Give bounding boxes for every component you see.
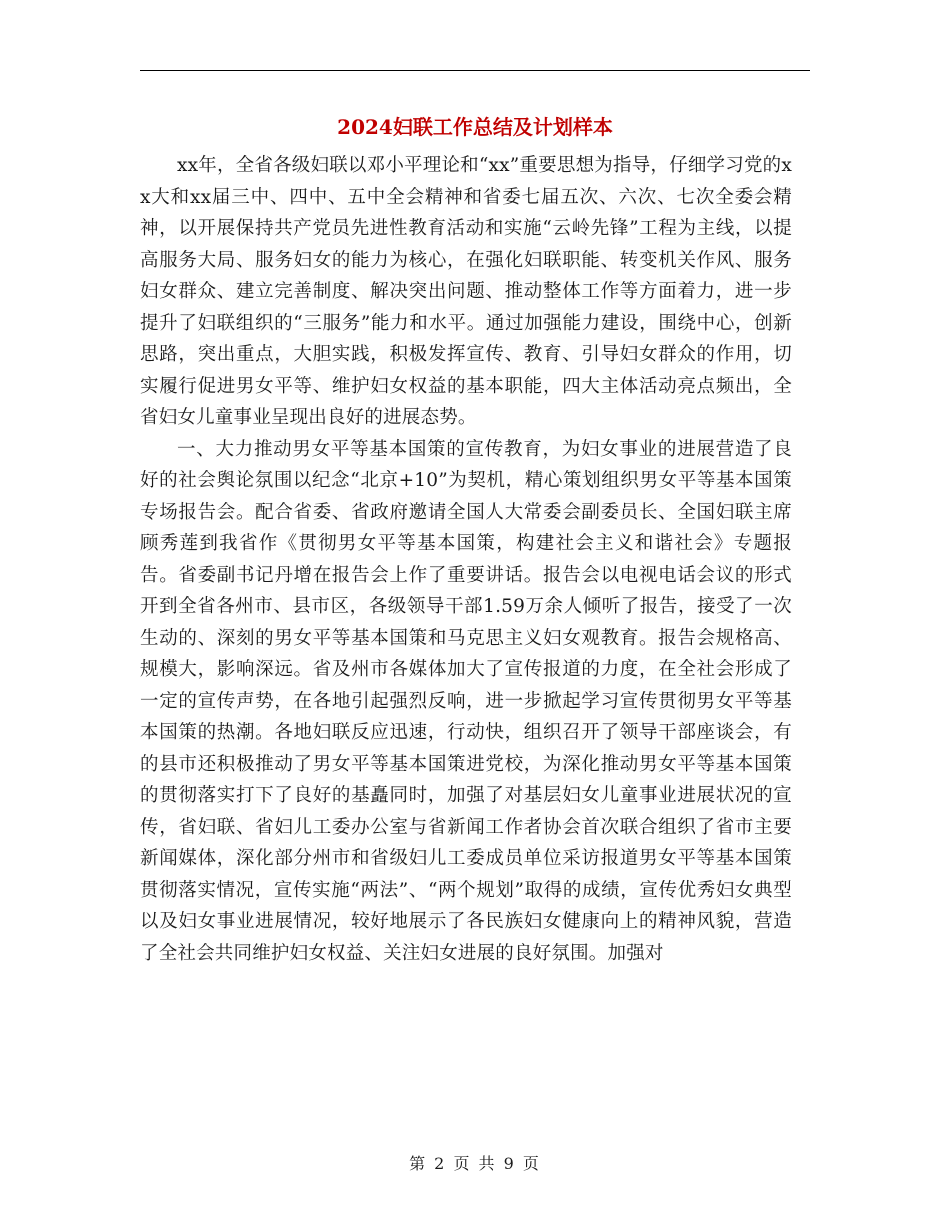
document-body: [140, 150, 792, 969]
paragraph-section-one: 一、大力推动男女平等基本国策的宣传教育，为妇女事业的进展营造了良好的社会舆论氛围以纪念“北京+10”为契机，精心策划组织男女平等基本国策专场报告会。配合省委、省政府邀请全国人大常委会副委员长、全国妇联主席顾秀莲到我省作《贯彻男女平等基本国策，构建社会主义和谐社会》专题报告。省委副书记丹增在报告会上作了重要讲话。报告会以电视电话会议的形式开到全省各州市、县市区，各级领导干部1.59万余人倾听了报告，接受了一次生动的、深刻的男女平等基本国策和马克思主义妇女观教育。报告会规格高、规模大，影响深远。省及州市各媒体加大了宣传报道的力度，在全社会形成了一定的宣传声势，在各地引起强烈反响，进一步掀起学习宣传贯彻男女平等基本国策的热潮。各地妇联反应迅速，行动快，组织召开了领导干部座谈会，有的县市还积极推动了男女平等基本国策进党校，为深化推动男女平等基本国策的贯彻落实打下了良好的基矗同时，加强了对基层妇女儿童事业进展状况的宣传，省妇联、省妇儿工委办公室与省新闻工作者协会首次联合组织了省市主要新闻媒体，深化部分州市和省级妇儿工委成员单位采访报道男女平等基本国策贯彻落实情况，宣传实施“两法”、“两个规划”取得的成绩，宣传优秀妇女典型以及妇女事业进展情况，较好地展示了各民族妇女健康向上的精神风貌，营造了全社会共同维护妇女权益、关注妇女进展的良好氛围。加强对: [140, 438, 792, 964]
document-title: 2024妇联工作总结及计划样本: [337, 115, 613, 139]
page-number: 第 2 页 共 9 页: [409, 1154, 541, 1173]
header-rule: [140, 70, 810, 71]
paragraph-intro: xx年，全省各级妇联以邓小平理论和“xx”重要思想为指导，仔细学习党的xx大和xx届三中、四中、五中全会精神和省委七届五次、六次、七次全委会精神，以开展保持共产党员先进性教育活动和实施“云岭先锋”工程为主线，以提高服务大局、服务妇女的能力为核心，在强化妇联职能、转变机关作风、服务妇女群众、建立完善制度、解决突出问题、推动整体工作等方面着力，进一步提升了妇联组织的“三服务”能力和水平。通过加强能力建设，围绕中心，创新思路，突出重点，大胆实践，积极发挥宣传、教育、引导妇女群众的作用，切实履行促进男女平等、维护妇女权益的基本职能，四大主体活动亮点频出，全省妇女儿童事业呈现出良好的进展态势。: [140, 155, 792, 428]
